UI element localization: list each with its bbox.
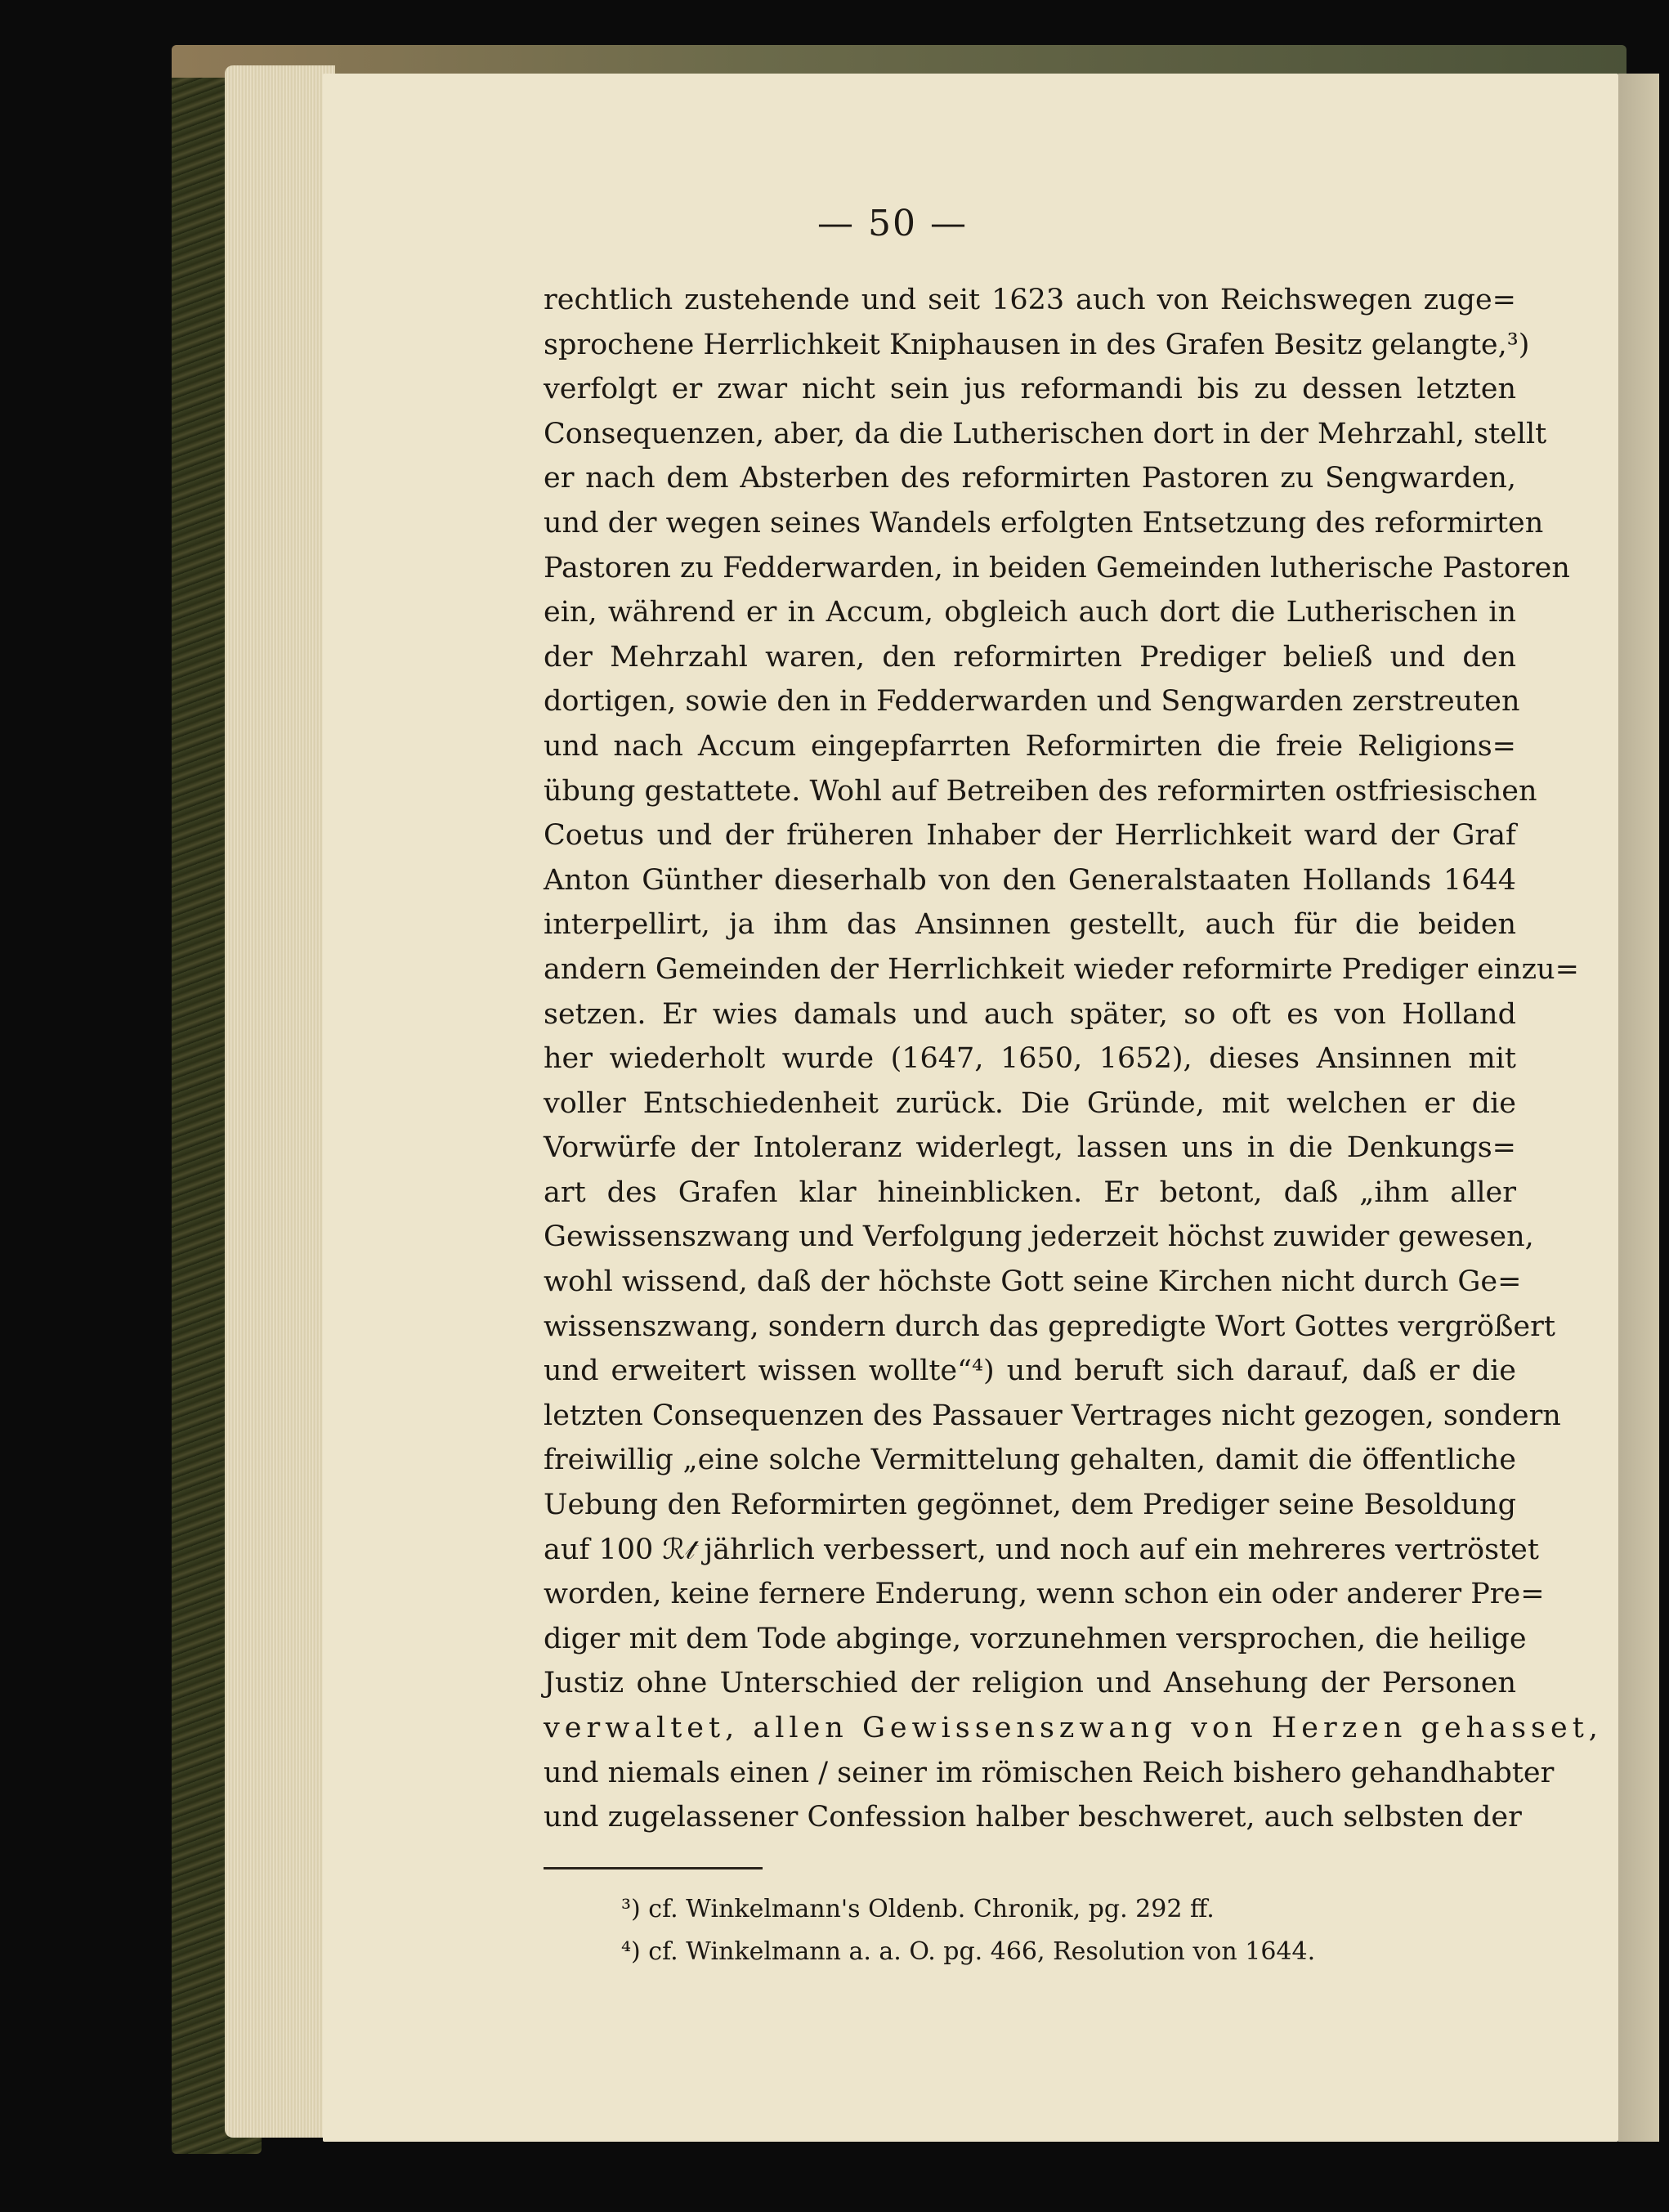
text-line: andern Gemeinden der Herrlichkeit wieder reformirte Prediger einzu= [544, 952, 1579, 986]
text-line: Vorwürfe der Intoleranz widerlegt, lassen uns in die Denkungs= [544, 1131, 1516, 1165]
text-line: interpellirt, ja ihm das Ansinnen gestellt, auch für die beiden [544, 908, 1516, 942]
footnote-divider [544, 1867, 763, 1869]
text-line: sprochene Herrlichkeit Kniphausen in des Grafen Besitz gelangte,³) [544, 328, 1530, 361]
page-edges [225, 65, 335, 2138]
text-line: wissenszwang, sondern durch das gepredigte Wort Gottes vergrößert [544, 1310, 1555, 1343]
text-line: letzten Consequenzen des Passauer Vertrages nicht gezogen, sondern [544, 1399, 1561, 1432]
footnotes [621, 1888, 1520, 1973]
text-line: der Mehrzahl waren, den reformirten Prediger beließ und den [544, 640, 1516, 674]
text-line: übung gestattete. Wohl auf Betreiben des reformirten ostfriesischen [544, 774, 1537, 808]
text-line: verfolgt er zwar nicht sein jus reformandi bis zu dessen letzten [544, 373, 1516, 406]
book-cover-top-edge [172, 45, 1626, 78]
text-line: Coetus und der früheren Inhaber der Herrlichkeit ward der Graf [544, 819, 1516, 853]
text-line: Pastoren zu Fedderwarden, in beiden Gemeinden lutherische Pastoren [544, 551, 1570, 584]
text-line: rechtlich zustehende und seit 1623 auch von Reichswegen zuge= [544, 284, 1516, 316]
text-line: freiwillig „eine solche Vermittelung gehalten, damit die öffentliche [544, 1444, 1516, 1477]
footnote: ⁴) cf. Winkelmann a. a. O. pg. 466, Resolution von 1644. [621, 1937, 1316, 1966]
text-line: voller Entschiedenheit zurück. Die Gründe, mit welchen er die [544, 1086, 1516, 1120]
text-line: und nach Accum eingepfarrten Reformirten die freie Religions= [544, 729, 1516, 763]
text-line: Consequenzen, aber, da die Lutherischen dort in der Mehrzahl, stellt [544, 417, 1547, 450]
text-line: Gewissenszwang und Verfolgung jederzeit höchst zuwider gewesen, [544, 1220, 1534, 1254]
page-number: — 50 — [817, 203, 968, 244]
text-line: er nach dem Absterben des reformirten Pastoren zu Sengwarden, [544, 462, 1516, 495]
text-line: wohl wissend, daß der höchste Gott seine Kirchen nicht durch Ge= [544, 1265, 1522, 1299]
text-line: und erweitert wissen wollte“⁴) und beruft sich darauf, daß er die [544, 1355, 1516, 1388]
footnote: ³) cf. Winkelmann's Oldenb. Chronik, pg. 292 ff. [621, 1895, 1215, 1923]
text-line: Anton Günther dieserhalb von den Generalstaaten Hollands 1644 [544, 863, 1516, 897]
text-line: art des Grafen klar hineinblicken. Er betont, daß „ihm aller [544, 1175, 1516, 1209]
text-line: Uebung den Reformirten gegönnet, dem Prediger seine Besoldung [544, 1489, 1516, 1522]
text-line: worden, keine fernere Enderung, wenn schon ein oder anderer Pre= [544, 1578, 1545, 1611]
text-line: auf 100 ℛ𝓉 jährlich verbessert, und noch auf ein mehreres vertröstet [544, 1533, 1539, 1566]
text-line: Justiz ohne Unterschied der religion und Ansehung der Personen [544, 1667, 1516, 1700]
text-line: und der wegen seines Wandels erfolgten Entsetzung des reformirten [544, 506, 1544, 540]
text-line: her wiederholt wurde (1647, 1650, 1652), dieses Ansinnen mit [544, 1042, 1516, 1076]
next-page-edge [1618, 74, 1659, 2142]
text-line: ein, während er in Accum, obgleich auch dort die Lutherischen in [544, 596, 1516, 629]
text-line: setzen. Er wies damals und auch später, so oft es von Holland [544, 997, 1516, 1031]
text-line: und niemals einen / seiner im römischen Reich bishero gehandhabter [544, 1756, 1555, 1789]
text-line-spaced: verwaltet, allen Gewissenszwang von Herzen gehasset, [544, 1712, 1603, 1744]
text-line: und zugelassener Confession halber beschweret, auch selbsten der [544, 1801, 1522, 1834]
text-line: dortigen, sowie den in Fedderwarden und Sengwarden zerstreuten [544, 685, 1520, 719]
text-line: diger mit dem Tode abginge, vorzunehmen versprochen, die heilige [544, 1622, 1527, 1655]
body-text [544, 278, 1603, 1840]
